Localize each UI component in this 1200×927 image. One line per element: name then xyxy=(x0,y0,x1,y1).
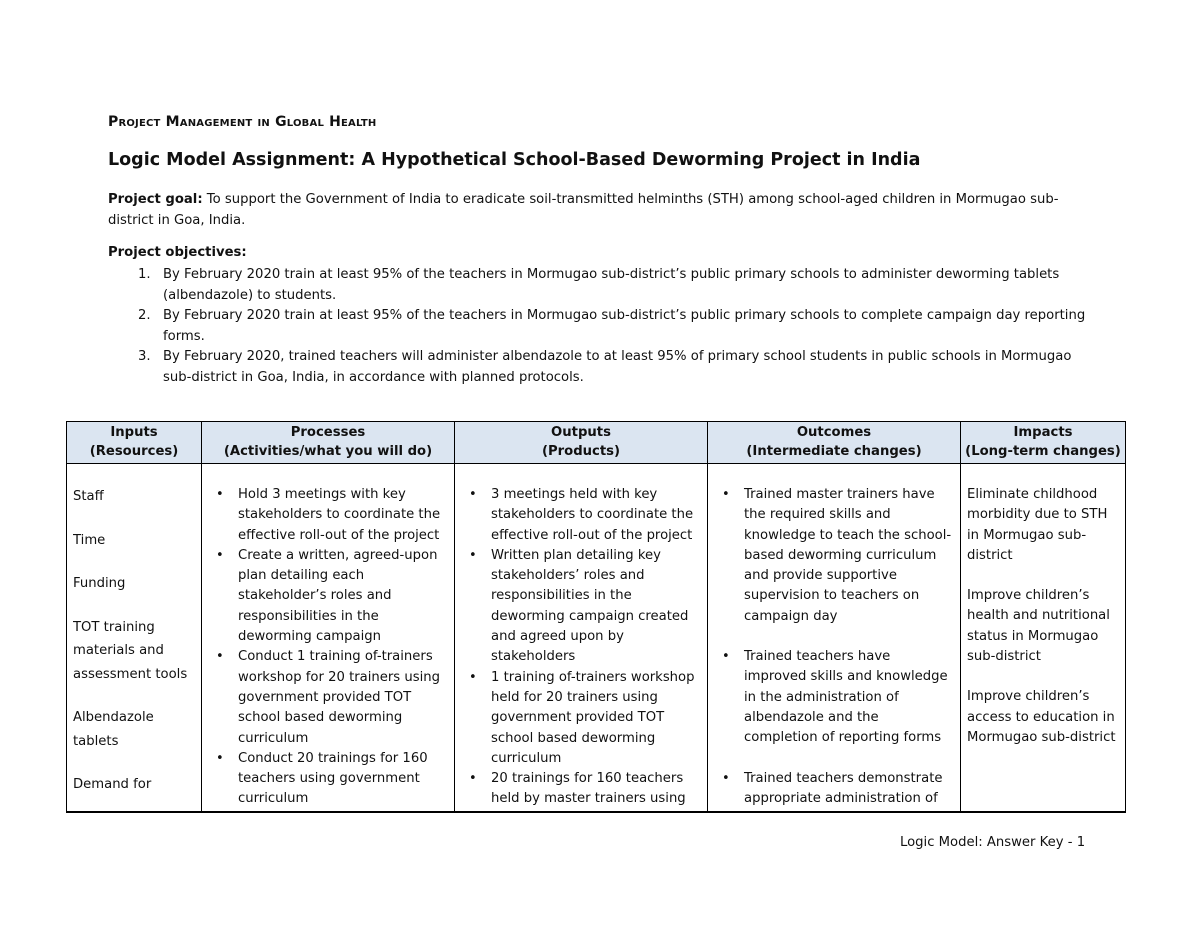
document-title: Logic Model Assignment: A Hypothetical School-Based Deworming Project in India xyxy=(108,150,921,170)
list-item: • 3 meetings held with key stakeholders to coordinate the effective roll-out of the project xyxy=(469,487,694,543)
objective-item xyxy=(108,306,1103,347)
objectives-heading: Project objectives: xyxy=(108,245,247,260)
objective-item xyxy=(108,265,1103,306)
processes-cell xyxy=(202,464,455,813)
bullet-icon: • xyxy=(216,750,224,766)
list-item: • Trained master trainers have the required skills and knowledge to teach the school-based deworming curriculum and provide supportive supervision to teachers on campaign day xyxy=(722,487,952,624)
outcomes-list xyxy=(714,485,954,809)
bullet-icon: • xyxy=(216,649,224,665)
processes-list xyxy=(208,485,448,810)
header-outcomes: Outcomes (Intermediate changes) xyxy=(708,422,961,464)
input-item: Albendazole tablets xyxy=(73,710,154,749)
bullet-icon: • xyxy=(722,649,730,665)
objectives-list xyxy=(108,265,1103,388)
project-goal-label: Project goal: xyxy=(108,192,203,207)
impact-item: Improve children’s health and nutritional status in Mormugao sub-district xyxy=(967,588,1110,665)
impact-item: Improve children’s access to education in Mormugao sub-district xyxy=(967,689,1116,745)
list-item: • Hold 3 meetings with key stakeholders to coordinate the effective roll-out of the project xyxy=(216,487,441,543)
header-inputs: Inputs (Resources) xyxy=(67,422,202,464)
bullet-icon: • xyxy=(722,770,730,786)
objective-text: By February 2020 train at least 95% of the teachers in Mormugao sub-district’s public primary schools to complete campaign day reporting forms. xyxy=(163,308,1086,344)
input-item: TOT training materials and assessment tools xyxy=(73,619,188,682)
page-footer: Logic Model: Answer Key - 1 xyxy=(900,835,1086,850)
list-item: • Conduct 20 trainings for 160 teachers using government curriculum xyxy=(216,750,428,807)
objective-item xyxy=(108,347,1103,388)
bullet-icon: • xyxy=(469,771,477,787)
objective-number: 3. xyxy=(138,349,151,364)
header-processes: Processes (Activities/what you will do) xyxy=(202,422,455,464)
impact-item: Eliminate childhood morbidity due to STH in Mormugao sub-district xyxy=(967,487,1108,563)
inputs-cell xyxy=(67,464,202,813)
list-item: • Trained teachers have improved skills and knowledge in the administration of albendazole and the completion of reporting forms xyxy=(722,649,948,746)
input-item: Time xyxy=(73,532,106,548)
bullet-icon: • xyxy=(469,669,477,685)
input-item: Funding xyxy=(73,576,126,591)
logic-model-table xyxy=(66,421,1126,813)
bullet-icon: • xyxy=(722,487,730,502)
project-goal xyxy=(108,189,1098,231)
list-item: • 20 trainings for 160 teachers held by master trainers using xyxy=(469,771,686,807)
bullet-icon: • xyxy=(469,487,477,502)
table-header-row xyxy=(67,422,1126,464)
header-outputs: Outputs (Products) xyxy=(455,422,708,464)
list-item: • 1 training of-trainers workshop held for 20 trainers using government provided TOT school based deworming curriculum xyxy=(469,669,695,766)
list-item: • Written plan detailing key stakeholders’ roles and responsibilities in the deworming campaign created and agreed upon by stakeholders xyxy=(469,547,689,665)
objective-text: By February 2020, trained teachers will administer albendazole to at least 95% of primary school students in public schools in Mormugao sub-district in Goa, India, in accordance with planned protocols. xyxy=(163,349,1072,385)
outcomes-cell xyxy=(708,464,961,813)
list-item: • Trained teachers demonstrate appropriate administration of xyxy=(722,770,943,806)
outputs-list xyxy=(461,485,701,810)
bullet-icon: • xyxy=(469,547,477,563)
objective-number: 2. xyxy=(138,308,151,323)
table-row xyxy=(67,464,1126,813)
outputs-cell xyxy=(455,464,708,813)
bullet-icon: • xyxy=(216,487,224,502)
input-item: Staff xyxy=(73,489,104,504)
project-goal-text: To support the Government of India to eradicate soil-transmitted helminths (STH) among school-aged children in Mormugao sub-district in Goa, India. xyxy=(108,192,1059,228)
list-item: • Create a written, agreed-upon plan detailing each stakeholder’s roles and responsibilities in the deworming campaign xyxy=(216,547,438,645)
impacts-cell xyxy=(961,464,1126,813)
header-impacts: Impacts (Long-term changes) xyxy=(961,422,1126,464)
list-item: • Conduct 1 training of-trainers workshop for 20 trainers using government provided TOT school based deworming curriculum xyxy=(216,649,440,746)
objective-number: 1. xyxy=(138,267,151,282)
objective-text: By February 2020 train at least 95% of the teachers in Mormugao sub-district’s public primary schools to administer deworming tablets (albendazole) to students. xyxy=(163,267,1060,303)
course-heading: Project Management in Global Health xyxy=(108,114,377,130)
input-item: Demand for xyxy=(73,777,152,792)
bullet-icon: • xyxy=(216,547,224,563)
